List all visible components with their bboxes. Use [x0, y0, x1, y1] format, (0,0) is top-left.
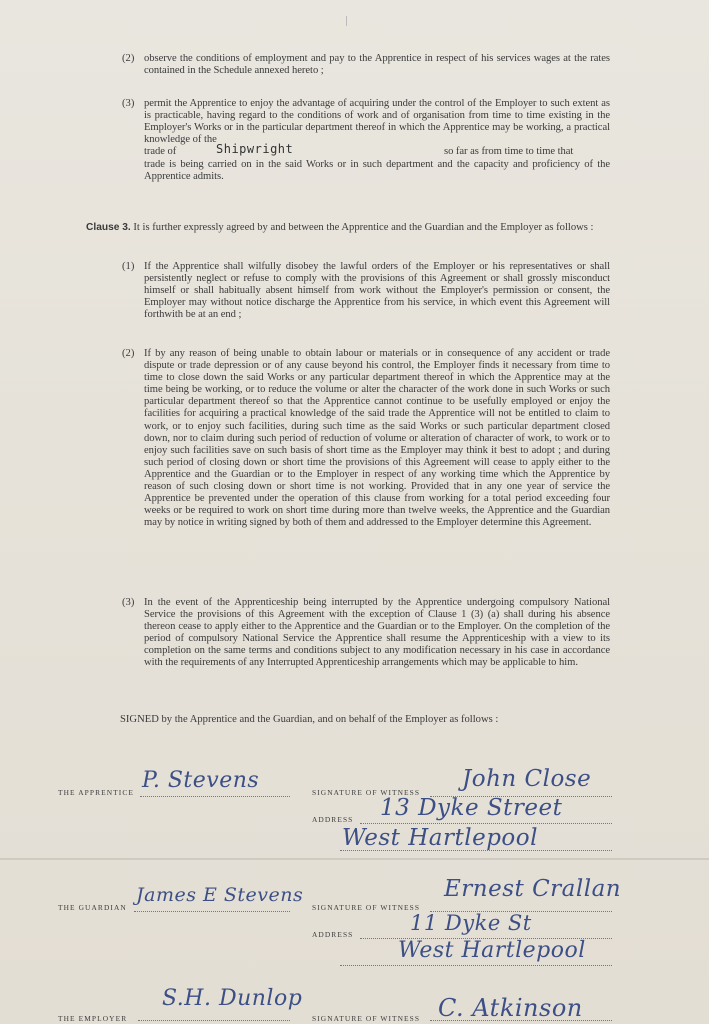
- apprentice-sig-line: [140, 796, 290, 797]
- witness-3-signature: C. Atkinson: [438, 994, 583, 1022]
- employer-signature: S.H. Dunlop: [162, 986, 303, 1011]
- address-2-line2: West Hartlepool: [398, 938, 586, 963]
- address-label-1: ADDRESS: [312, 815, 354, 824]
- address-2-line1: 11 Dyke St: [410, 911, 532, 935]
- clause2-item3-trade-line: [144, 142, 610, 158]
- address-1-line2: West Hartlepool: [342, 825, 538, 851]
- apprentice-signature: P. Stevens: [142, 768, 260, 793]
- clause2-item3-text-c: trade is being carried on in the said Works or in such department and the capacity and proficiency of the Apprentice admits.: [144, 158, 610, 182]
- clause3-item2-text: If by any reason of being unable to obtain labour or materials or in consequence of any accident or trade dispute or trade depression or of any cause beyond his control, the Employer finds it necessary from time to time to close down the said Works or any particular department thereof in which the Apprentice may at the time being be working, or to reduce the volume or alter the character of the work done in such Works or such particular department thereof so that the Apprentice cannot continue to be usefully employed or enjoy the facilities for acquiring a practical knowledge of the said trade the Apprentice will not be entitled to claim to work, or to enjoy such facilities, during such time as the said Works or such particular department closed down, nor to claim during such period of reduction of volume or alteration of character of work, to work or to enjoy such facilities save on such basis of short time as the Employer may think it best to adopt ; and during such period of closing down or short time the provisions of this Agreement will cease to apply either to the Apprentice and the Guardian or to the Employer in respect of any working time which the Apprentice by reason of such closing down or short time is not working. Provided that in any one year of service the Apprentice be prevented under the operation of this clause from working for a total period exceeding four weeks or be required to work on short time during more than twelve weeks, the Apprentice and the Guardian may by notice in writing signed by both of them and addressed to the Employer determine this Agreement.: [144, 348, 610, 529]
- guardian-signature: James E Stevens: [136, 884, 304, 906]
- paper-fold: [0, 858, 709, 860]
- clause3-intro: It is further expressly agreed by and between the Apprentice and the Guardian and the Employer as follows :: [133, 222, 594, 233]
- employer-sig-line: [138, 1020, 290, 1021]
- clause3-heading: Clause 3.: [86, 222, 131, 233]
- page-mark: [346, 16, 347, 26]
- clause2-item3-text-b: so far as from time to time that: [444, 146, 574, 158]
- witness-2-signature: Ernest Crallan: [444, 876, 622, 902]
- address-2-line-2: [340, 965, 612, 966]
- clause2-item3-number: (3): [122, 98, 135, 109]
- clause2-item2-number: (2): [122, 53, 135, 64]
- employer-label: THE EMPLOYER: [58, 1014, 128, 1023]
- clause3-item3-number: (3): [122, 597, 135, 608]
- trade-label: trade of: [144, 146, 177, 158]
- address-1-line1: 13 Dyke Street: [380, 795, 563, 821]
- trade-value: Shipwright: [216, 142, 294, 157]
- clause3-heading-block: [86, 222, 612, 234]
- guardian-sig-line: [134, 911, 290, 912]
- clause2-item3-text: [144, 98, 610, 146]
- apprentice-label: THE APPRENTICE: [58, 788, 134, 797]
- clause3-item1-text: If the Apprentice shall wilfully disobey the lawful orders of the Employer or his representatives or shall persistently neglect or refuse to comply with the provisions of this Agreement or shall grossly misconduct himself or shall habitually absent himself from work without the Employer's permission or consent, the Employer may without notice discharge the Apprentice from his service, in which event this Agreement will forthwith be at an end ;: [144, 261, 610, 321]
- clause3-item2-number: (2): [122, 348, 135, 359]
- clause2-item2-text: observe the conditions of employment and pay to the Apprentice in respect of his services wages at the rates contained in the Schedule annexed hereto ;: [144, 53, 610, 77]
- witness-label-3: SIGNATURE OF WITNESS: [312, 1014, 421, 1023]
- address-1-line-1: [360, 823, 612, 824]
- witness-1-signature: John Close: [462, 766, 592, 792]
- clause2-item3-text-a: permit the Apprentice to enjoy the advantage of acquiring under the control of the Employer to such extent as is practicable, having regard to the conditions of work and of organisation from time to time existing in the Employer's Works or in the particular department thereof in which the Apprentice may be working, a practical knowledge of the: [144, 98, 610, 146]
- clause3-item1-number: (1): [122, 261, 135, 272]
- address-label-2: ADDRESS: [312, 930, 354, 939]
- witness-label-1: SIGNATURE OF WITNESS: [312, 788, 421, 797]
- guardian-label: THE GUARDIAN: [58, 903, 127, 912]
- witness-label-2: SIGNATURE OF WITNESS: [312, 903, 421, 912]
- signed-statement: SIGNED by the Apprentice and the Guardian, and on behalf of the Employer as follows :: [120, 714, 499, 725]
- clause3-item3-text: In the event of the Apprenticeship being interrupted by the Apprentice undergoing compulsory National Service the provisions of this Agreement with the exception of Clause 1 (3) (a) shall during his absence thereon cease to apply either to the Apprentice and the Guardian or to the Employer. On the completion of the period of compulsory National Service the Apprentice shall resume the Apprenticeship with a view to its completion on the same terms and conditions subject to any modification necessary in his case in accordance with the requirements of any Interrupted Apprenticeship arrangements which may be applicable to him.: [144, 597, 610, 669]
